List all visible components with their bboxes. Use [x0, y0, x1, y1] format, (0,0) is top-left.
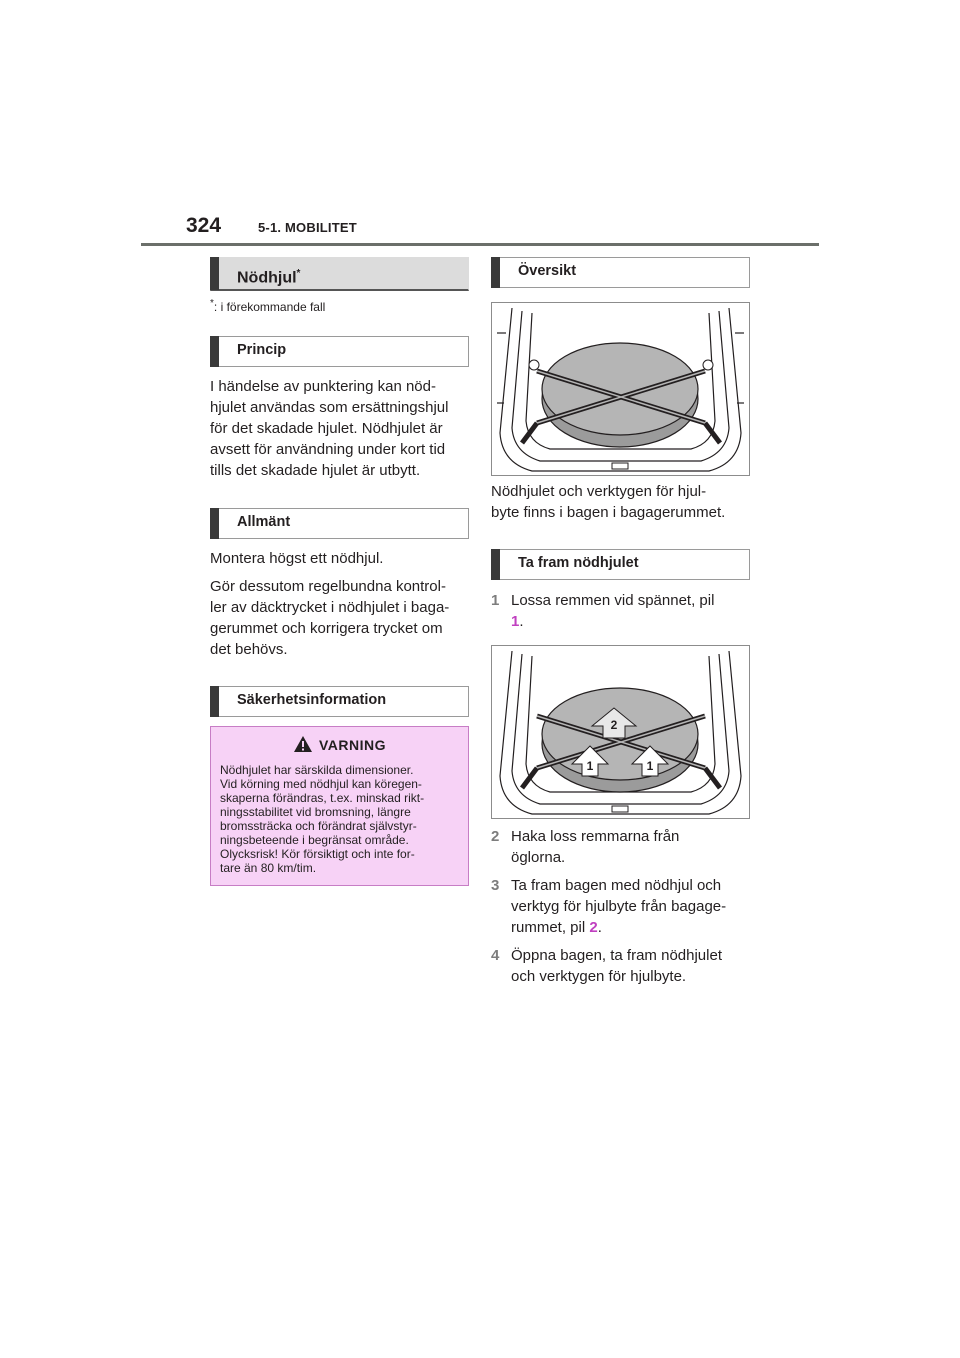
- step-number: 1: [491, 592, 500, 609]
- safety-heading-text: Säkerhetsinformation: [237, 692, 387, 708]
- header-rule: [141, 243, 819, 246]
- step-1: [491, 590, 750, 632]
- general-heading: [210, 508, 469, 539]
- spare-wheel-in-trunk-illustration: [492, 303, 749, 475]
- remove-heading: [491, 549, 750, 580]
- step-text: Lossa remmen vid spännet, pil 1.: [511, 592, 715, 630]
- step-number: 3: [491, 877, 500, 894]
- reference-number: 2: [589, 919, 598, 936]
- safety-heading: [210, 686, 469, 717]
- principle-heading: [210, 336, 469, 367]
- general-text-1: Montera högst ett nödhjul.: [210, 550, 384, 567]
- step-number: 2: [491, 828, 500, 845]
- warning-triangle-icon: [293, 735, 313, 753]
- left-column: [210, 257, 469, 886]
- footnote-mark: *: [210, 298, 214, 309]
- overview-heading-text: Översikt: [518, 263, 577, 279]
- step-3: [491, 875, 750, 938]
- step-2: [491, 826, 750, 868]
- reference-number: 1: [511, 613, 520, 630]
- step-text: Öppna bagen, ta fram nödhjulet och verktygen för hjulbyte.: [511, 947, 722, 985]
- section-title: [210, 257, 469, 291]
- section-title-text: Nödhjul: [237, 269, 297, 287]
- overview-heading: [491, 257, 750, 288]
- principle-text: I händelse av punktering kan nöd- hjulet användas som ersättningshjul för det skadade hjulet. Nödhjulet är avsett för användning under kort tid tills det skadade hjulet är utbytt.: [210, 378, 449, 479]
- warning-box: [210, 726, 469, 886]
- footnote: [210, 298, 469, 314]
- remove-heading-text: Ta fram nödhjulet: [518, 555, 639, 571]
- chapter-title: 5-1. MOBILITET: [258, 220, 357, 235]
- overview-figure: [491, 302, 750, 476]
- warning-title: [220, 733, 459, 757]
- right-column: [491, 257, 750, 987]
- svg-text:1: 1: [646, 759, 654, 773]
- optional-mark: *: [296, 268, 301, 279]
- svg-text:2: 2: [610, 718, 618, 732]
- removal-figure: [491, 645, 750, 819]
- general-text-2: Gör dessutom regelbundna kontrol- ler av däcktrycket i nödhjulet i baga- gerummet och korrigera trycket om det behövs.: [210, 578, 450, 658]
- general-heading-text: Allmänt: [237, 514, 291, 530]
- principle-heading-text: Princip: [237, 342, 287, 358]
- warning-title-text: VARNING: [318, 737, 387, 753]
- overview-caption: Nödhjulet och verktygen för hjul- byte finns i bagen i bagagerummet.: [491, 483, 726, 521]
- warning-text: Nödhjulet har särskilda dimensioner. Vid körning med nödhjul kan köregen- skaperna förändras, t.ex. minskad rikt- ningsstabilitet vid bromsning, längre bromssträcka och förändrat självstyr- ningsbeteende i begränsat område. Olycksrisk! Kör försiktigt och inte for- tare än 80 km/tim.: [220, 763, 425, 875]
- step-text: Ta fram bagen med nödhjul och verktyg för hjulbyte från bagage- rummet, pil 2.: [511, 877, 727, 936]
- step-number: 4: [491, 947, 500, 964]
- step-text: Haka loss remmarna från öglorna.: [511, 828, 680, 866]
- page-number: 324: [186, 214, 222, 237]
- footnote-text: : i förekommande fall: [213, 300, 326, 314]
- svg-text:1: 1: [586, 759, 594, 773]
- spare-wheel-removal-illustration: [492, 646, 749, 818]
- step-4: [491, 945, 750, 987]
